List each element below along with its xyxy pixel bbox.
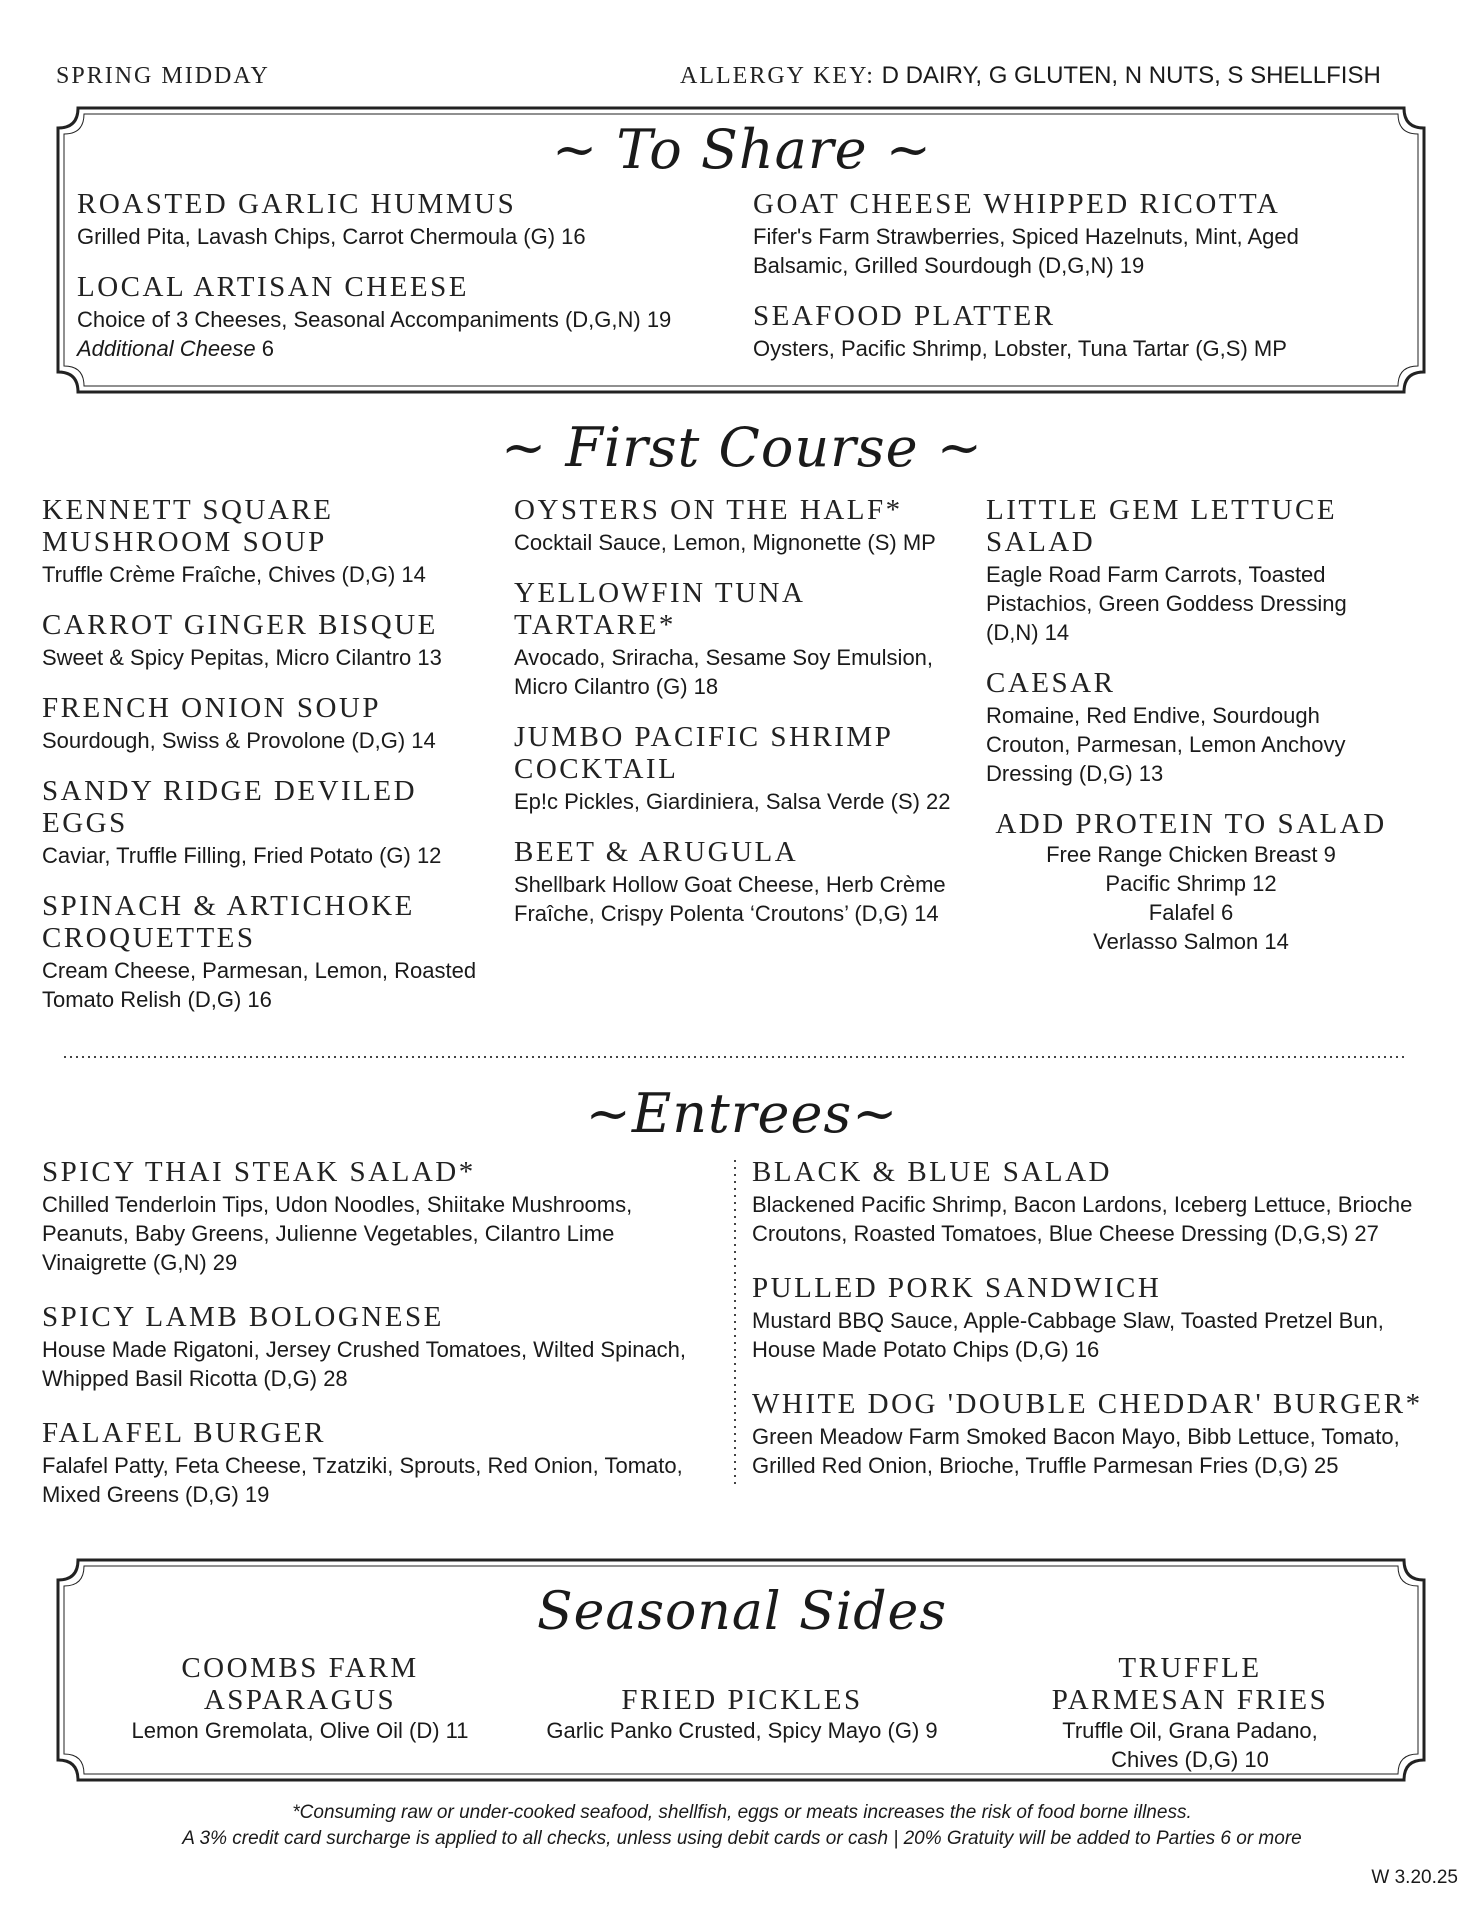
- allergy-key-label: ALLERGY KEY:: [680, 63, 875, 89]
- item-name: GOAT CHEESE WHIPPED RICOTTA: [753, 188, 1281, 220]
- item-name: LOCAL ARTISAN CHEESE: [77, 271, 469, 303]
- item-name: KENNETT SQUARE MUSHROOM SOUP: [42, 494, 334, 558]
- extra-price: 6: [261, 336, 274, 361]
- item-desc: Eagle Road Farm Carrots, Toasted Pistachios, Green Goddess Dressing (D,N) 14: [986, 562, 1347, 645]
- protein-option: Pacific Shrimp 12: [1105, 871, 1277, 896]
- entrees-left-column: [42, 1156, 712, 1529]
- menu-version: W 3.20.25: [1371, 1867, 1458, 1888]
- menu-item: [42, 692, 482, 755]
- item-name: OYSTERS ON THE HALF*: [514, 494, 903, 526]
- item-name: LITTLE GEM LETTUCE SALAD: [986, 494, 1338, 558]
- item-desc: Choice of 3 Cheeses, Seasonal Accompaniments (D,G,N) 19: [77, 307, 672, 332]
- seasonal-sides-title: Seasonal Sides: [536, 1582, 948, 1642]
- item-desc: Blackened Pacific Shrimp, Bacon Lardons, Iceberg Lettuce, Brioche Croutons, Roasted Tomatoes, Blue Cheese Dressing (D,G,S) 27: [752, 1192, 1413, 1246]
- item-desc: Green Meadow Farm Smoked Bacon Mayo, Bibb Lettuce, Tomato, Grilled Red Onion, Brioche, Truffle Parmesan Fries (D,G) 25: [752, 1424, 1400, 1478]
- item-desc: Cream Cheese, Parmesan, Lemon, Roasted Tomato Relish (D,G) 16: [42, 958, 477, 1012]
- item-desc: Mustard BBQ Sauce, Apple-Cabbage Slaw, Toasted Pretzel Bun, House Made Potato Chips (D,G) 16: [752, 1308, 1384, 1362]
- item-desc: Oysters, Pacific Shrimp, Lobster, Tuna Tartar (G,S) MP: [753, 336, 1287, 361]
- first-course-col2: [514, 494, 964, 948]
- menu-item: [986, 667, 1396, 788]
- item-name: SPICY THAI STEAK SALAD*: [42, 1156, 476, 1188]
- item-name: ROASTED GARLIC HUMMUS: [77, 188, 517, 220]
- item-name: JUMBO PACIFIC SHRIMP COCKTAIL: [514, 721, 893, 785]
- item-desc: Truffle Crème Fraîche, Chives (D,G) 14: [42, 562, 426, 587]
- item-desc: Cocktail Sauce, Lemon, Mignonette (S) MP: [514, 530, 936, 555]
- first-course-col1: [42, 494, 482, 1034]
- menu-item: [986, 494, 1396, 647]
- item-name: FRENCH ONION SOUP: [42, 692, 381, 724]
- first-course-col3: [986, 494, 1396, 956]
- menu-item: [752, 1272, 1432, 1364]
- footer-surcharge: A 3% credit card surcharge is applied to all checks, unless using debit cards or cash | 20% Gratuity will be added to Parties 6 or more: [182, 1828, 1302, 1849]
- menu-item: [753, 300, 1353, 363]
- item-desc: Truffle Oil, Grana Padano, Chives (D,G) 10: [1062, 1718, 1318, 1772]
- item-name: SPINACH & ARTICHOKE CROQUETTES: [42, 890, 415, 954]
- menu-item: [752, 1156, 1432, 1248]
- menu-item: [42, 890, 482, 1014]
- item-desc: Sweet & Spicy Pepitas, Micro Cilantro 13: [42, 645, 442, 670]
- item-desc: House Made Rigatoni, Jersey Crushed Tomatoes, Wilted Spinach, Whipped Basil Ricotta (D,G) 28: [42, 1337, 687, 1391]
- menu-period: SPRING MIDDAY: [56, 63, 270, 89]
- protein-option: Verlasso Salmon 14: [1093, 929, 1289, 954]
- item-desc: Grilled Pita, Lavash Chips, Carrot Chermoula (G) 16: [77, 224, 586, 249]
- item-desc: Chilled Tenderloin Tips, Udon Noodles, Shiitake Mushrooms, Peanuts, Baby Greens, Julienne Vegetables, Cilantro Lime Vinaigrette (G,N) 29: [42, 1192, 633, 1275]
- first-course-title: ~ First Course ~: [500, 416, 984, 479]
- allergy-key-text: D DAIRY, G GLUTEN, N NUTS, S SHELLFISH: [881, 62, 1381, 89]
- menu-item: [42, 494, 482, 589]
- item-name: WHITE DOG 'DOUBLE CHEDDAR' BURGER*: [752, 1388, 1423, 1420]
- item-desc: Lemon Gremolata, Olive Oil (D) 11: [131, 1718, 469, 1743]
- add-protein-block: [986, 808, 1396, 956]
- menu-item: [514, 494, 964, 557]
- item-name: CARROT GINGER BISQUE: [42, 609, 438, 641]
- menu-item: [514, 721, 964, 816]
- to-share-right-column: [753, 188, 1353, 383]
- menu-item: [753, 188, 1353, 280]
- menu-item: [42, 1156, 712, 1277]
- add-protein-title: ADD PROTEIN TO SALAD: [995, 808, 1387, 840]
- item-desc: Garlic Panko Crusted, Spicy Mayo (G) 9: [546, 1718, 938, 1743]
- side-item: [100, 1652, 500, 1745]
- allergy-key: [680, 60, 1381, 92]
- entrees-right-column: [752, 1156, 1432, 1500]
- menu-item: [77, 188, 737, 251]
- item-desc: Fifer's Farm Strawberries, Spiced Hazelnuts, Mint, Aged Balsamic, Grilled Sourdough (D,G,N) 19: [753, 224, 1299, 278]
- item-name: SANDY RIDGE DEVILED EGGS: [42, 775, 418, 839]
- item-desc: Romaine, Red Endive, Sourdough Crouton, Parmesan, Lemon Anchovy Dressing (D,G) 13: [986, 703, 1346, 786]
- item-extra: [77, 334, 737, 363]
- menu-item: [42, 609, 482, 672]
- menu-item: [42, 775, 482, 870]
- menu-item: [42, 1301, 712, 1393]
- item-name: FALAFEL BURGER: [42, 1417, 326, 1449]
- item-desc: Ep!c Pickles, Giardiniera, Salsa Verde (S) 22: [514, 789, 951, 814]
- item-name: COOMBS FARM ASPARAGUS: [181, 1652, 419, 1716]
- item-name: SEAFOOD PLATTER: [753, 300, 1056, 332]
- entrees-title: ~Entrees~: [585, 1082, 899, 1145]
- side-item: [1000, 1652, 1380, 1774]
- item-name: FRIED PICKLES: [621, 1684, 863, 1716]
- menu-item: [752, 1388, 1432, 1480]
- item-name: SPICY LAMB BOLOGNESE: [42, 1301, 444, 1333]
- item-desc: Caviar, Truffle Filling, Fried Potato (G) 12: [42, 843, 442, 868]
- to-share-title: ~ To Share ~: [551, 118, 933, 181]
- item-desc: Falafel Patty, Feta Cheese, Tzatziki, Sprouts, Red Onion, Tomato, Mixed Greens (D,G) 19: [42, 1453, 683, 1507]
- item-name: CAESAR: [986, 667, 1116, 699]
- menu-item: [514, 577, 964, 701]
- item-name: BEET & ARUGULA: [514, 836, 799, 868]
- footer-disclaimer: *Consuming raw or under-cooked seafood, shellfish, eggs or meats increases the risk of food borne illness.: [292, 1802, 1192, 1823]
- menu-item: [42, 1417, 712, 1509]
- item-desc: Sourdough, Swiss & Provolone (D,G) 14: [42, 728, 436, 753]
- to-share-left-column: [77, 188, 737, 383]
- menu-item: [77, 271, 737, 363]
- item-desc: Avocado, Sriracha, Sesame Soy Emulsion, Micro Cilantro (G) 18: [514, 645, 934, 699]
- menu-item: [514, 836, 964, 928]
- item-name: BLACK & BLUE SALAD: [752, 1156, 1112, 1188]
- protein-option: Falafel 6: [1148, 900, 1234, 925]
- extra-label: Additional Cheese: [77, 336, 256, 361]
- protein-option: Free Range Chicken Breast 9: [1046, 842, 1336, 867]
- side-item: [522, 1684, 962, 1745]
- item-desc: Shellbark Hollow Goat Cheese, Herb Crème Fraîche, Crispy Polenta ‘Croutons’ (D,G) 14: [514, 872, 946, 926]
- item-name: PULLED PORK SANDWICH: [752, 1272, 1162, 1304]
- item-name: TRUFFLE PARMESAN FRIES: [1051, 1652, 1329, 1716]
- item-name: YELLOWFIN TUNA TARTARE*: [514, 577, 804, 641]
